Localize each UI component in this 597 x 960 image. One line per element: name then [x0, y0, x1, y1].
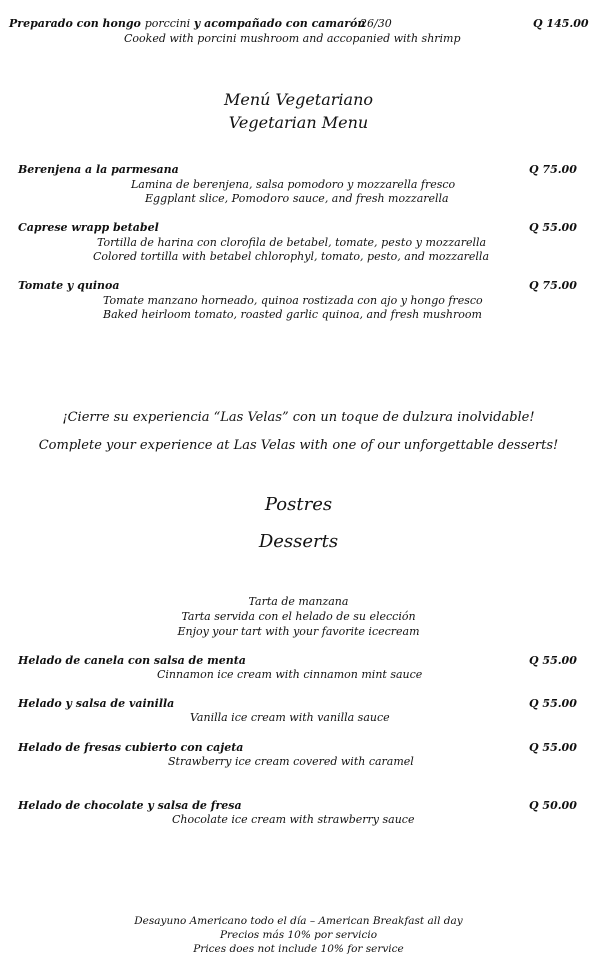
promo-line-es: ¡Cierre su experiencia “Las Velas” con un toque de dulzura inolvidable!: [62, 410, 535, 425]
menu-item-title: Berenjena a la parmesana: [18, 163, 179, 176]
menu-item-price: Q 75.00: [529, 279, 577, 292]
menu-item-description-en: [145, 192, 449, 205]
menu-item-description-es: Tomate manzano horneado, quinoa rostizada con ajo y hongo fresco: [103, 294, 483, 307]
featured-dessert-description-es: Tarta servida con el helado de su elección: [181, 610, 416, 623]
menu-item-price: Q 75.00: [529, 163, 577, 176]
footer-line-service-es: Precios más 10% por servicio: [219, 929, 378, 941]
menu-item-description-en: Baked heirloom tomato, roasted garlic quinoa, and fresh mushroom: [103, 308, 482, 321]
featured-dessert-title: Tarta de manzana: [248, 595, 349, 608]
section-heading-en: Desserts: [258, 531, 339, 552]
description-emphasis: pesto: [381, 236, 413, 249]
description-part: sauce, and fresh mozzarella: [289, 192, 449, 205]
item-description-en: Cooked with porcini mushroom and accopanied with shrimp: [124, 32, 461, 45]
menu-item-description-en: Cinnamon ice cream with cinnamon mint sauce: [157, 668, 423, 681]
item-price: Q 145.00: [533, 17, 589, 30]
menu-item-description-en: Colored tortilla with betabel chlorophyl, tomato, pesto, and mozzarella: [93, 250, 490, 263]
description-part: Eggplant slice,: [145, 192, 232, 205]
menu-item-description-es: [97, 236, 486, 249]
menu-item-description-en: Strawberry ice cream covered with caramel: [168, 755, 414, 768]
section-heading-es: Postres: [264, 494, 333, 515]
menu-item-title: Helado de fresas cubierto con cajeta: [18, 741, 244, 754]
item-title-part: y acompañado con camarón: [190, 17, 366, 30]
description-part: Tortilla de harina con clorofila de betabel, tomate,: [97, 236, 382, 249]
section-heading-en: Vegetarian Menu: [228, 113, 369, 132]
menu-item-title: Helado de canela con salsa de menta: [18, 654, 246, 667]
item-title-part: Preparado con hongo: [9, 17, 145, 30]
menu-item-price: Q 55.00: [529, 221, 577, 234]
footer-line-breakfast: Desayuno Americano todo el día – American Breakfast all day: [134, 915, 463, 927]
featured-dessert-description-en: Enjoy your tart with your favorite icecream: [177, 625, 420, 638]
menu-item-title: Tomate y quinoa: [18, 279, 120, 292]
menu-item-title: Caprese wrapp betabel: [18, 221, 159, 234]
footer-line-service-en: Prices does not include 10% for service: [193, 943, 404, 955]
description-part: y mozzarella: [412, 236, 487, 249]
section-heading-es: Menú Vegetariano: [223, 90, 374, 109]
menu-item-price: Q 50.00: [529, 799, 577, 812]
menu-item-price: Q 55.00: [529, 697, 577, 710]
menu-item-description-es: Lamina de berenjena, salsa pomodoro y mozzarella fresco: [131, 178, 456, 191]
item-title-emphasis: porccini: [144, 17, 191, 30]
menu-item-price: Q 55.00: [529, 654, 577, 667]
promo-line-en: Complete your experience at Las Velas with one of our unforgettable desserts!: [38, 438, 559, 453]
menu-item-title: Helado y salsa de vainilla: [18, 697, 175, 710]
item-code: 26/30: [360, 17, 392, 30]
menu-item-price: Q 55.00: [529, 741, 577, 754]
menu-item-description-en: Vanilla ice cream with vanilla sauce: [190, 711, 390, 724]
menu-item-title: Helado de chocolate y salsa de fresa: [18, 799, 242, 812]
menu-item-description-en: Chocolate ice cream with strawberry sauce: [172, 813, 415, 826]
item-title: [9, 17, 365, 30]
description-emphasis: Pomodoro: [231, 192, 290, 205]
